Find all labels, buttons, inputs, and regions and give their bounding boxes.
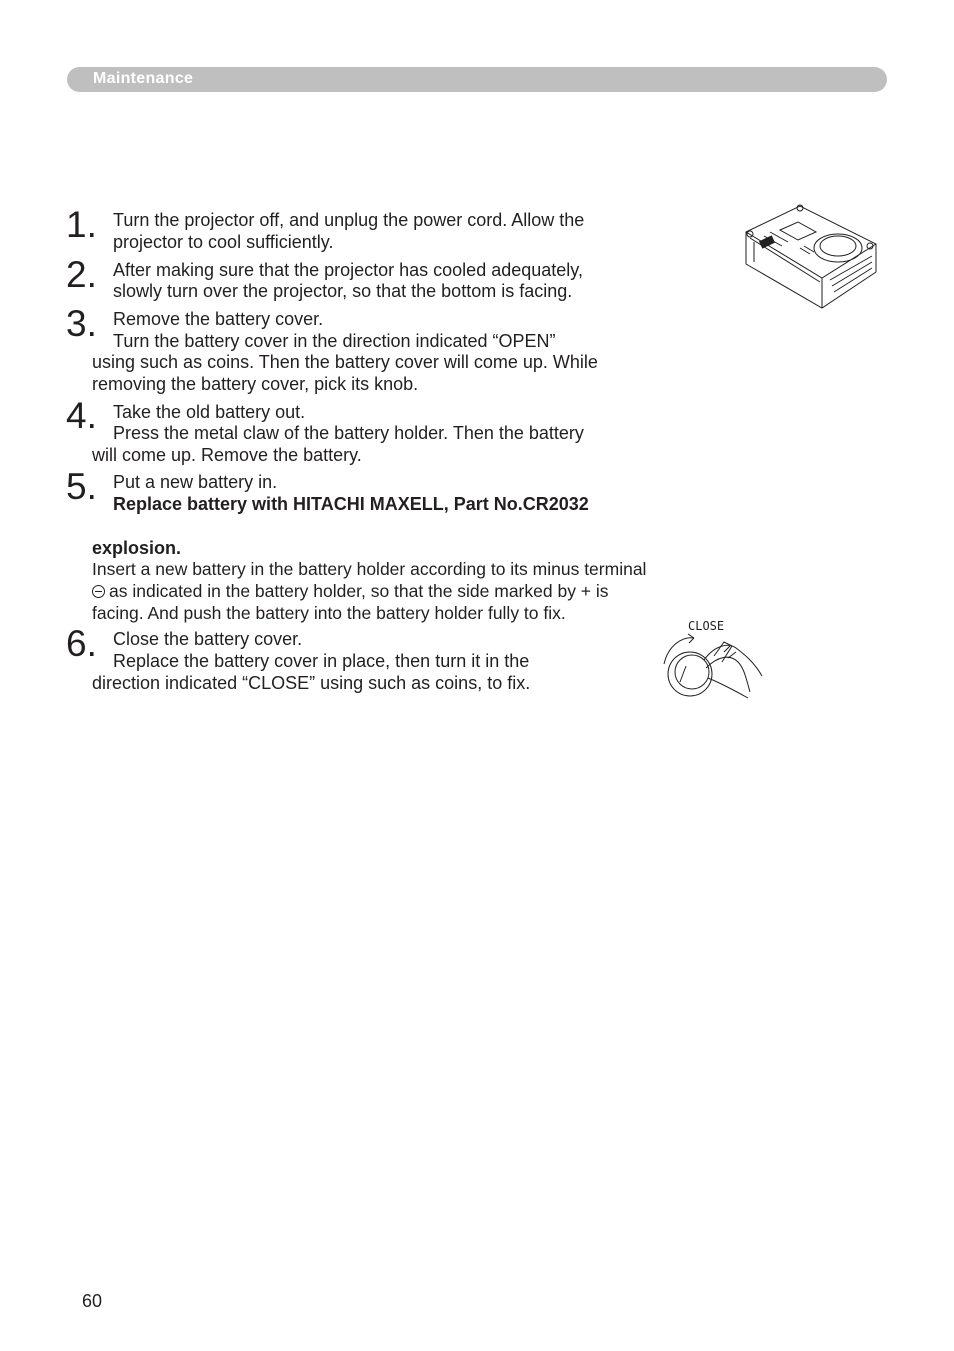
step-text-line: projector to cool sufficiently. [113, 232, 334, 252]
step-number: 2. [66, 254, 97, 295]
step-text-line-with-symbol [92, 580, 609, 602]
step-number: 3. [66, 303, 97, 344]
minus-terminal-icon [92, 585, 105, 598]
step-text-line: Take the old battery out. [113, 402, 306, 422]
step-number: 5. [66, 466, 97, 507]
step-text-line: as indicated in the battery holder, so that the side marked by + is [109, 581, 609, 601]
close-label: CLOSE [688, 619, 725, 633]
step-text-line: using such as coins. Then the battery cover will come up. While [92, 352, 598, 372]
step-text-line: Close the battery cover. [113, 629, 303, 649]
battery-part-warning: Replace battery with HITACHI MAXELL, Part No.CR2032 [113, 494, 589, 514]
step-text-line: facing. And push the battery into the battery holder fully to fix. [92, 603, 566, 623]
step-number: 4. [66, 395, 97, 436]
step-text-line: removing the battery cover, pick its knob. [92, 374, 419, 394]
step-text-line: Press the metal claw of the battery holder. Then the battery [113, 423, 584, 443]
page-number: 60 [82, 1291, 103, 1311]
step-text-line: Replace the battery cover in place, then turn it in the [113, 651, 530, 671]
step-text-line: After making sure that the projector has cooled adequately, [113, 260, 583, 280]
explosion-warning: explosion. [92, 538, 182, 558]
step-text-line: Put a new battery in. [113, 472, 278, 492]
projector-bottom-illustration [740, 200, 882, 312]
step-text-line: Turn the projector off, and unplug the power cord. Allow the [113, 210, 585, 230]
section-header-bar [67, 67, 887, 92]
step-text-line: slowly turn over the projector, so that the bottom is facing. [113, 281, 573, 301]
step-text-line: will come up. Remove the battery. [92, 445, 362, 465]
step-number: 1. [66, 204, 97, 245]
step-number: 6. [66, 623, 97, 664]
step-text-line: Insert a new battery in the battery holder according to its minus terminal [92, 559, 647, 579]
step-text-line: direction indicated “CLOSE” using such as coins, to fix. [92, 673, 531, 693]
section-label: Maintenance [93, 70, 194, 87]
step-text-line: Remove the battery cover. [113, 309, 324, 329]
step-text-line: Turn the battery cover in the direction indicated “OPEN” [113, 331, 556, 351]
battery-cover-close-illustration [658, 616, 768, 702]
